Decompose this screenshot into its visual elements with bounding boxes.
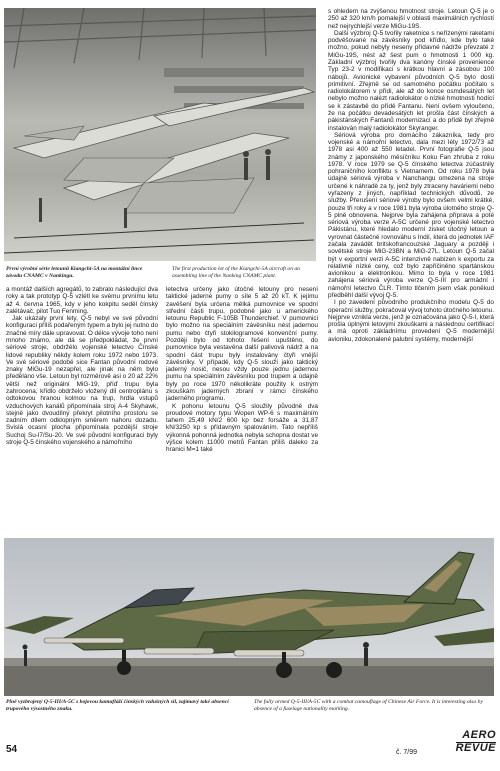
- bottom-caption-en: [254, 699, 492, 712]
- aero-revue-logo: [436, 730, 496, 754]
- top-caption-cz: [6, 266, 156, 279]
- assembly-line-illustration: [4, 8, 316, 261]
- middle-para-2: K pohonu letounu Q-5 sloužily původně dva proudové motory typu Wopen WP-6 s maximálním tahem 25,49 kN/2 600 kp bez forsáže a 31,87 kN/3250 kp s přídavným spalováním. Tato nepříliš výkonná pohonná jednotka nebyla schopna dostat ve výšce kolem 11000 metrů Fantan příliš daleko za hranici M=1 také: [166, 402, 318, 454]
- bottom-caption-cz-text: Plně vyzbrojený Q-5-III/A-5C s bojovou kamufláží čínských vzdušných sil, zajímavý také absencí trupového výsostného znaku.: [6, 699, 229, 712]
- text-column-right: [328, 8, 494, 343]
- armed-aircraft-photo: [4, 538, 494, 696]
- right-para-3: Sériová výroba pro domácího zákazníka, tedy pro vojenské a námořní letectvo, dala mezi léty 1972/73 až 1978 asi 400 až 550 letadel. První fotografie Q-5 jsou známy z japonského měsíčníku Koku Fan zhruba z roku 1978. V roce 1979 se Q-5 čínského letectva zúčastnily pohraničního konfliktu s Vietnamem. Od roku 1978 byla údajně sériová výroba v Nanchangu omezena na stroje určené k náhradě za ty, jenž byly ztraceny haváriemi nebo vyřazeny z jiných, například technických důvodů, ze služby. Přerušení sériové výroby bylo ovšem velmi krátké, pouze tři roky a v roce 1981 byla výroba úlotného stroje Q-5 plně obnovena. Nejprve byla zahájena příprava a poté sériová výroba verze A-5C určené pro vojenské letectvo Pákistánu, které hledalo moderní zisket útočný letoun a vyrovnat částečně rovnováhu s Indií, která do jednotek IAF začala zavádět britskofrancouzské Jaguary a později i sovětské stroje MiG-23BN a MiG-27L. Letoun Q-5 začal být v exportní verzi A-5C intenzivně nabízen k exportu za relativně nízké ceny, což bylo zapříčiněno spartánskou avionikou a elektronikou. Mimo to byla v roce 1981 zahájena sériová výroba verze Q-5-III pro armádní i námořní letectvo ČLR. Tímto tlčením jsem však poněkud předběhl další vývoj Q-5.: [328, 131, 494, 299]
- logo-aero: AERO: [462, 729, 496, 741]
- camouflaged-aircraft-illustration: [4, 538, 494, 696]
- text-column-left: [6, 286, 158, 446]
- left-para-1: a montáž dalších agregátů, to zabralo následující dva roky a tak prototyp Q-5 vzlétl ke svému prvnímu letu až 4. června 1965, kdy v jeho kokpitu seděl čínský zalétávač, pilot Tuo Fenming.: [6, 286, 158, 315]
- bottom-caption-cz: [6, 699, 246, 712]
- right-para-4: I po zavedení původního produkčního modelu Q-5 do operační služby, pokračoval vývoj tohoto útočného letounu. Nejprve vznikla verze, jenž je označována jako Q-5-I, která prošla úplnými letovými zkouškami a následnou certifikací a má oproti základnímu provedení Q-5 modernější avioniku, zdokonalené palubní systémy, modernější: [328, 299, 495, 343]
- top-caption-en: [172, 266, 320, 279]
- left-para-2: Jak ukázaly první lety, Q-5 nebyl ve své původní konfiguraci příliš podařeným typem a bylo jej nutno do značné míry dále upravovat. O délce vývoje toho není mnoho známo, ale dá se předpokládat, že první sériové stroje, obdržélo vojenské letectvo Čínské lidové republiky někdy kolem roku 1972 nebo 1973. Ve své sériové podobě sice Fantan původní rodové znaky MiGu-19 nezapřel, ale jinak na něm bylo předěláno vše. Letoun byl rozměrově asi o 20 až 22% větší než originální MiG-19, příď trupu byla zahrocena, křídlo obdrželo vložený díl centroplánu s odtokovou hranou kolmou na trup, hrdla vstupů vzduchových kanálů připomínala stroj A-4 Skyhawk, stejně jako dvoudílný překryt pilotního prostoru se zadním dílem odklopným směrem nahoru dozadu. Svislá ocasní plocha připomínala pozdější stroje Suchoj Su-l7/Su-20. Ve své původní konfiguraci byly stroje Q-5 čínského vojenského a námořního: [6, 315, 158, 446]
- text-column-middle: [166, 286, 318, 453]
- right-para-1: s ohledem na zvýšenou hmotnost stroje. Letoun Q-5 je o 250 až 320 km/h pomalejší v oblasti maximálních rychlostí než nejrychlejší verze MiGu-19S.: [328, 8, 494, 30]
- bottom-caption-en-text: The fully armed Q-5-III/A-5C with a combat camouflage of Chinese Air Force. It is interesting also by absence of a fuselage nationality marking.: [254, 699, 483, 712]
- page-number: 54: [6, 744, 18, 755]
- logo-revue: REVUE: [455, 742, 496, 754]
- right-para-2: Další výzbroj Q-5 tvořily raketnice s neřízenými raketami podvěšované na závěsníky pod křídlo, kde bylo také možno, pokud nebyly neseny přídavné nádrže převzaté z MiGu-19S, nést až šest pum o hmotnosti 1 000 kg. Základní výzbroj tvořily dva kanóny čínské provenience Typ 23-2 v modifikaci s krátkou hlavní a zásobou 100 nábojů. Avionické vybavení původních Q-5 bylo dosti primitivní. Zřejmě se od samotného počátku počítalo s radiolokátorem v přídi, ale až do konce osmdesátých let nebylo možno nalézt radiolokátor o nízké hmotnosti hodící se k zástavbě do přídě Fantanu. Není ovšem vyloučeno, že na počátku devadesátých let prošla část čínských a pákistánských Fantanů modernizací a do přídě byl zřejmě instalován malý radiolokátor Skyranger.: [328, 29, 494, 132]
- top-caption-en-text: The first production lot of the Kiangchi-5A aircraft on an assembling line of the Nanking CNAMC plant.: [172, 266, 300, 279]
- top-caption-cz-text: První výrobní série letounů Kiangchi-5A na montážní lince závodu CNAMC v Nankingu.: [6, 266, 143, 279]
- issue-number: č. 7/99: [396, 749, 418, 756]
- middle-para-1: letectva určeny jako útočné letouny pro nesení taktické jaderné pumy o síle 5 až 20 kT. K jejímu zavěšení byla určena mělká pumovnice ve spodní střední části trupu, podobně jako u amerického letounu Republic F-105B Thunderchief. V pumovnici bylo možno na speciálním závěsníku nést jadernou pumu nebo čtyři stokilogramové konvenční pumy. Později bylo od tohoto řešení upuštěno, do pumovnice byla vestavěna další palivová nádrž a na spodní část trupu byly instalovány čtyři vnější závěsníky. V případě, kdy Q-5 slouží jako taktický jaderný nosič, nesou vždy pouze jednu jadernou pumu na speciálním závěsníku pod trupem a údajně byly po roce 1970 několikráte použity k ostrým zkouškám jaderných zbraní v rámci čínského jaderného programu.: [166, 286, 318, 403]
- assembly-line-photo: [4, 8, 316, 261]
